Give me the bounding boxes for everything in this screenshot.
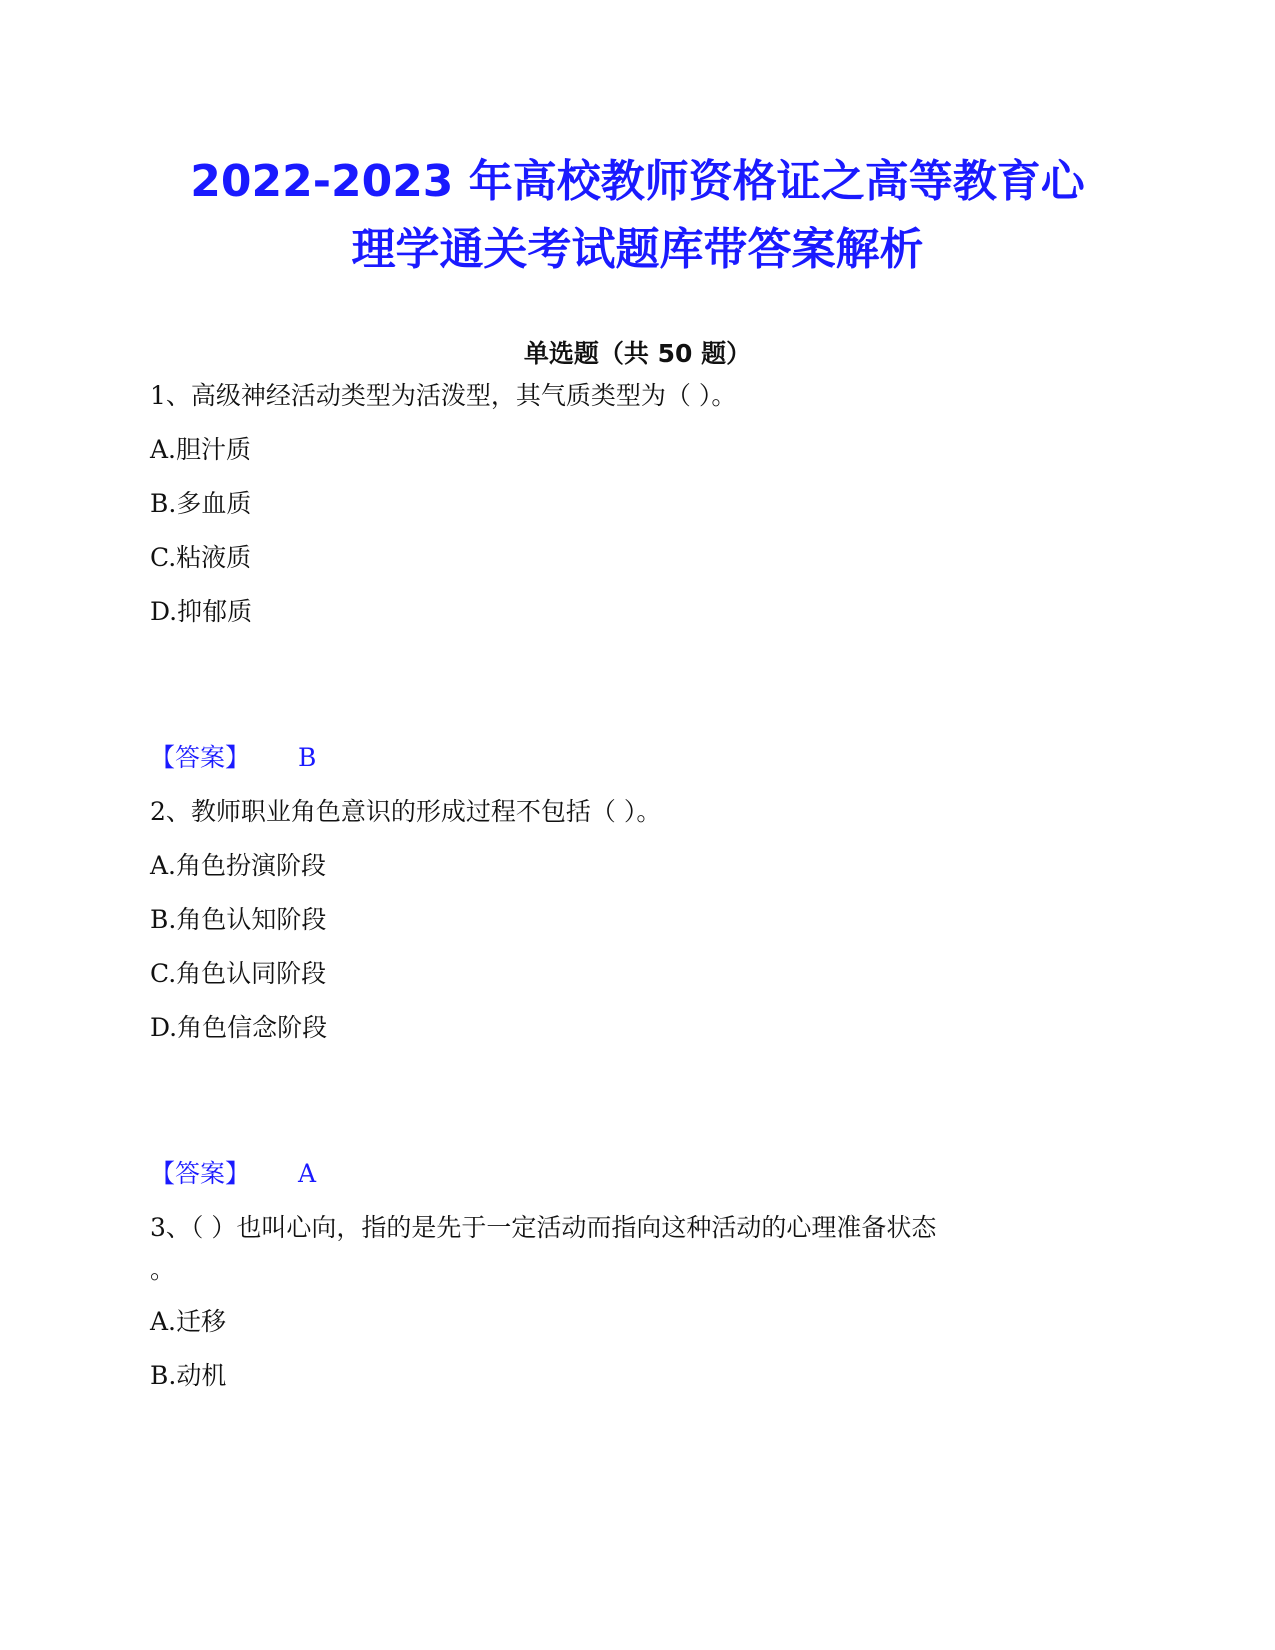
question-3-option-b: B.动机 xyxy=(150,1361,227,1390)
title-line-1: 2022-2023 年高校教师资格证之高等教育心 xyxy=(190,156,1085,207)
question-3-stem-continuation: 。 xyxy=(150,1255,176,1284)
question-2-option-c: C.角色认同阶段 xyxy=(150,959,327,988)
question-1-option-a: A.胆汁质 xyxy=(150,435,252,464)
question-2-option-a: A.角色扮演阶段 xyxy=(150,851,327,880)
answer-label: 【答案】 xyxy=(150,743,251,772)
question-2-stem: 2、教师职业角色意识的形成过程不包括（ ）。 xyxy=(150,797,662,826)
question-3-option-a: A.迁移 xyxy=(150,1307,227,1336)
document-title xyxy=(100,148,1175,284)
question-1-option-d: D.抑郁质 xyxy=(150,597,253,626)
question-1-answer xyxy=(150,740,316,776)
question-1-stem: 1、高级神经活动类型为活泼型，其气质类型为（ ）。 xyxy=(150,381,737,410)
question-3-stem: 3、（ ）也叫心向，指的是先于一定活动而指向这种活动的心理准备状态 xyxy=(150,1213,937,1242)
section-heading: 单选题（共 50 题） xyxy=(523,339,752,368)
answer-value: B xyxy=(298,743,317,772)
question-2-option-b: B.角色认知阶段 xyxy=(150,905,327,934)
question-1-option-b: B.多血质 xyxy=(150,489,252,518)
question-2-answer xyxy=(150,1156,316,1192)
title-line-2: 理学通关考试题库带答案解析 xyxy=(351,224,924,275)
answer-label: 【答案】 xyxy=(150,1159,251,1188)
answer-value: A xyxy=(298,1159,317,1188)
question-2-option-d: D.角色信念阶段 xyxy=(150,1013,328,1042)
question-1-option-c: C.粘液质 xyxy=(150,543,252,572)
